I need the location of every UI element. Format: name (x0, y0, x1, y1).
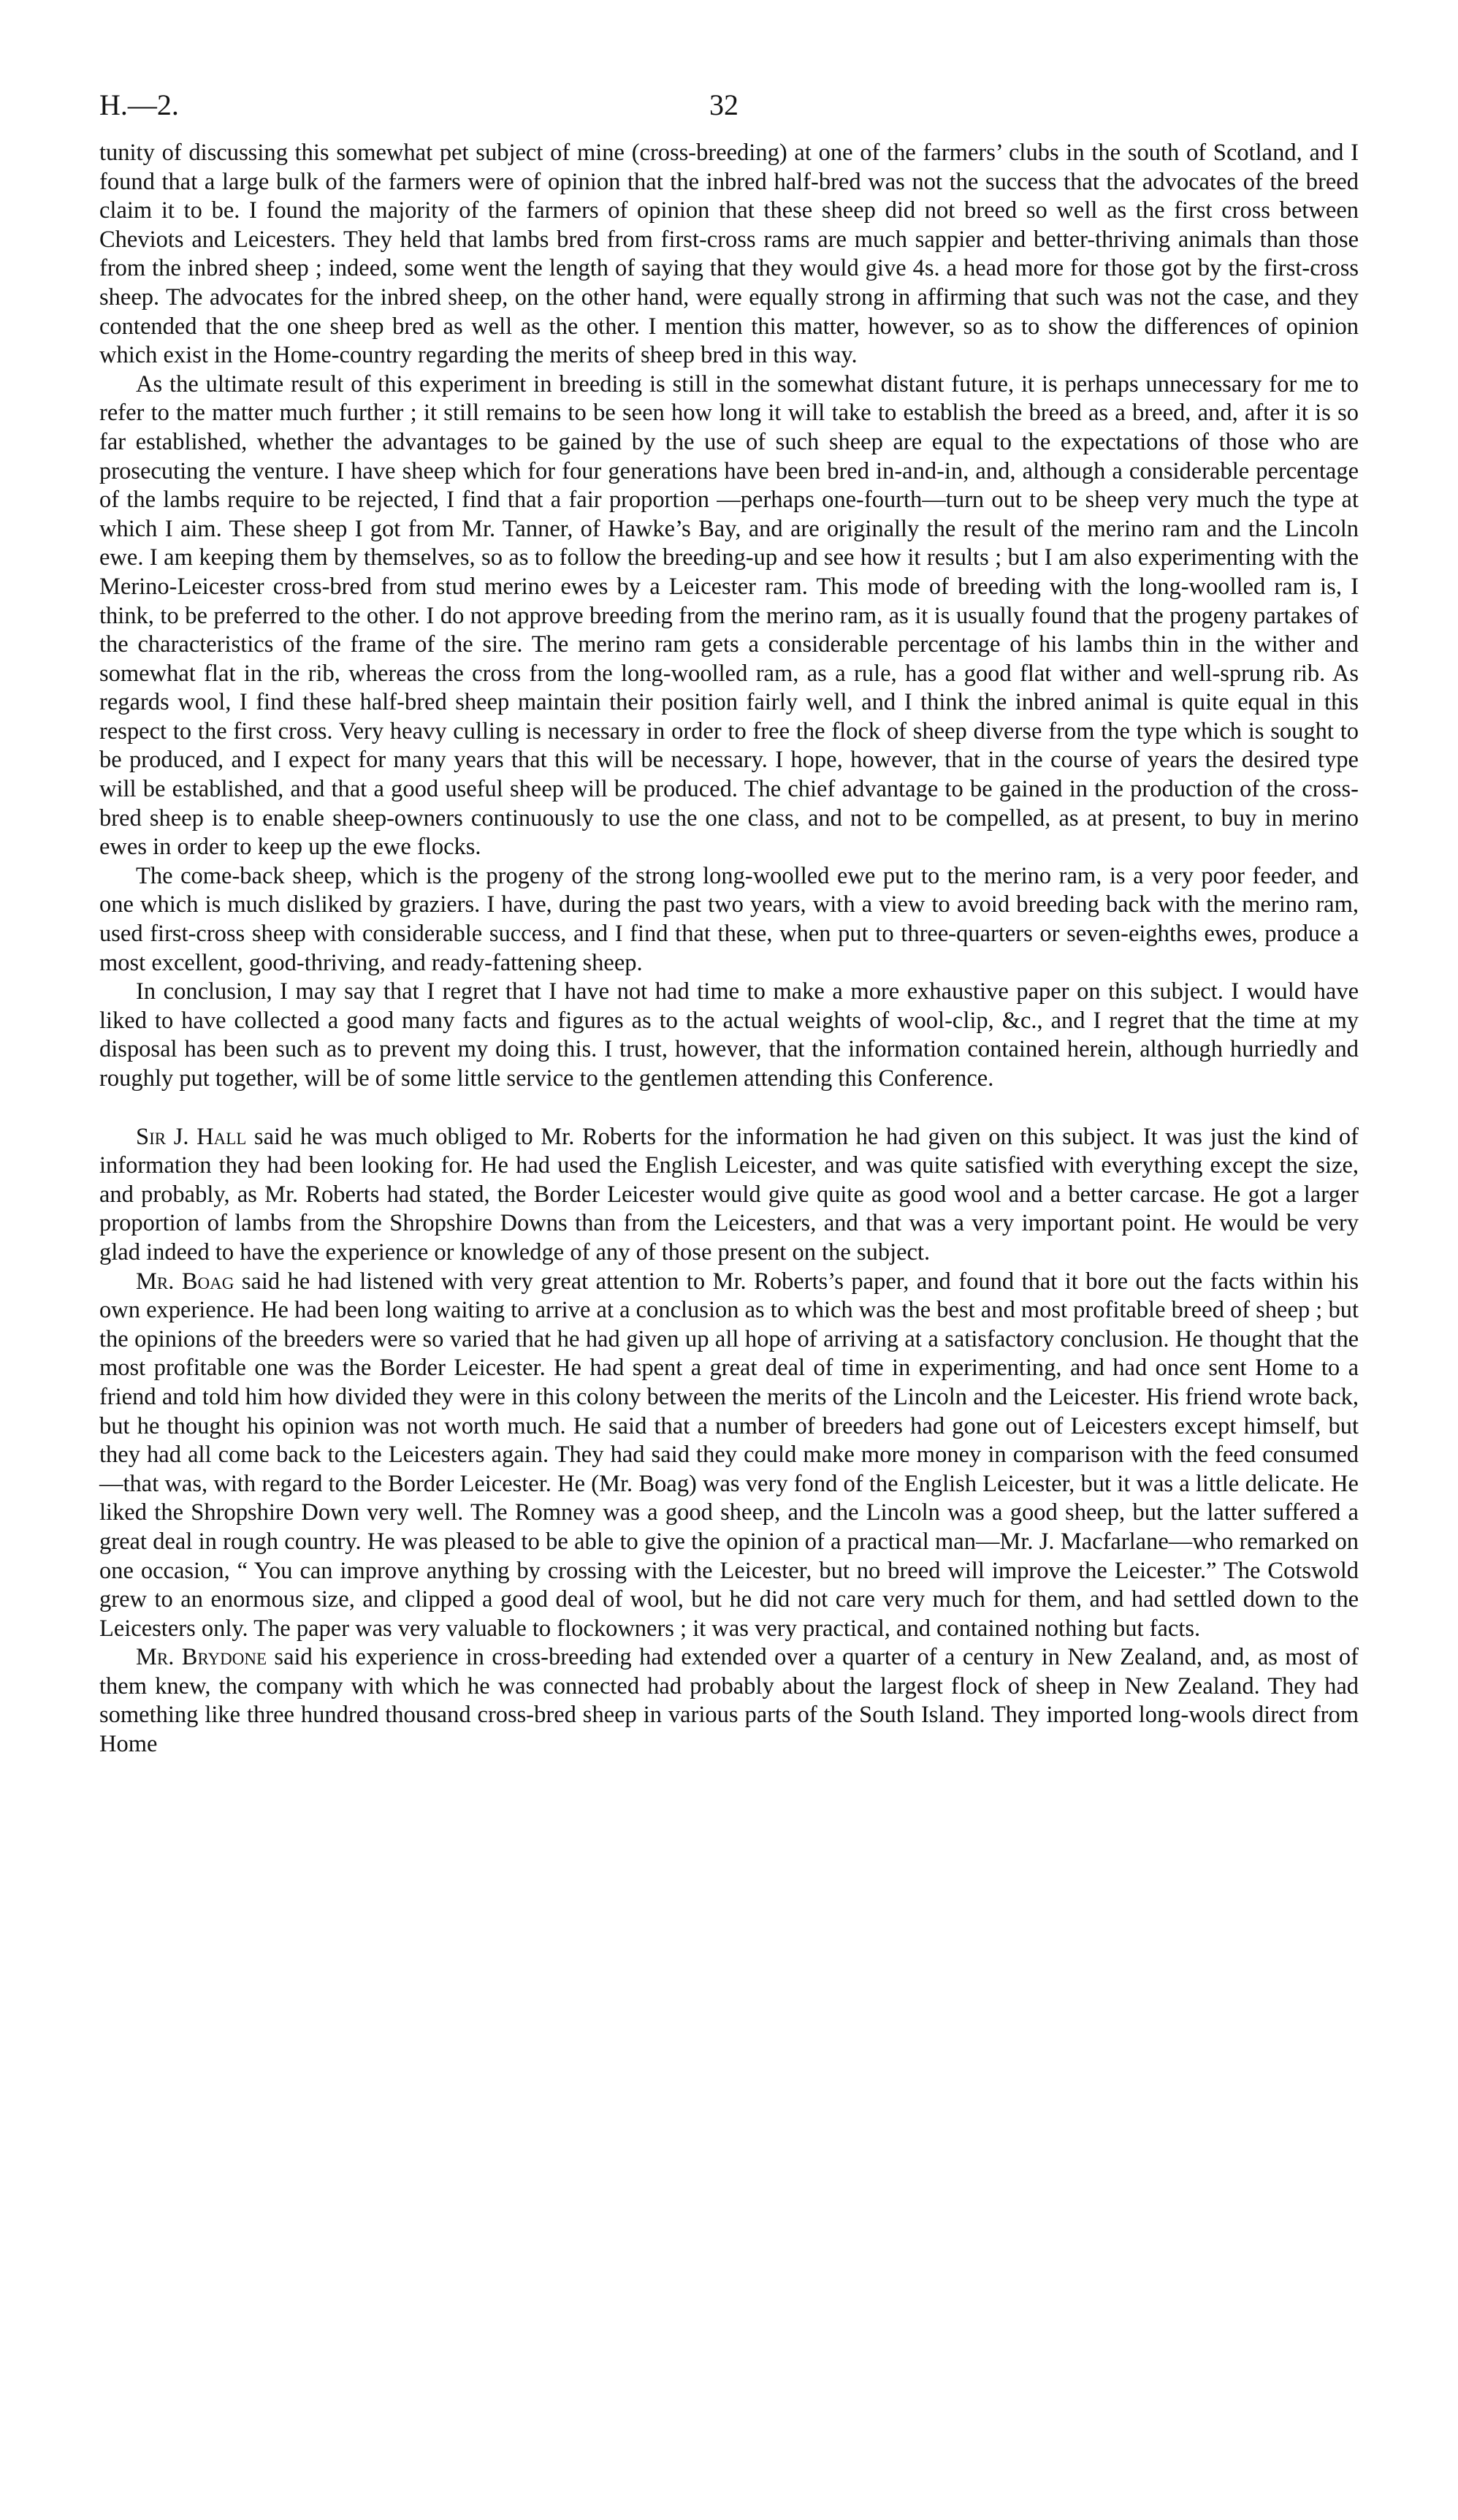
paragraph: tunity of discussing this somewhat pet subject of mine (cross-breeding) at one of the farmers’ clubs in the south of Scotland, and I found that a large bulk of the farmers were of opinion that the inbred half-bred was not the success that the advocates of the breed claim it to be. I found the majority of the farmers of opinion that these sheep did not breed so well as the first cross between Cheviots and Leicesters. They held that lambs bred from first-cross rams are much sappier and better-thriving animals than those from the inbred sheep ; indeed, some went the length of saying that they would give 4s. a head more for those got by the first-cross sheep. The advocates for the inbred sheep, on the other hand, were equally strong in affirming that such was not the case, and they contended that the one sheep bred as well as the other. I mention this matter, however, so as to show the differences of opinion which exist in the Home-country regarding the merits of sheep bred in this way. (99, 140, 1359, 369)
speech-text: said he was much obliged to Mr. Roberts for the information he had given on this subject. It was just the kind of information they had been looking for. He had used the English Leicester, and was quite satisfied with everything except the size, and probably, as Mr. Roberts had stated, the Border Leicester would give quite as good wool and a better carcase. He got a larger proportion of lambs from the Shropshire Downs than from the Leicesters, and that was a very important point. He would be very glad indeed to have the experience or knowledge of any of those present on the subject. (99, 1123, 1359, 1265)
paragraph: In conclusion, I may say that I regret that I have not had time to make a more exhaustive paper on this subject. I would have liked to have collected a good many facts and figures as to the actual weights of wool-clip, &c., and I regret that the time at my disposal has been such as to prevent my doing this. I trust, however, that the information contained herein, although hurriedly and roughly put together, will be of some little service to the gentlemen attending this Conference. (99, 978, 1359, 1092)
paragraph: As the ultimate result of this experiment in breeding is still in the somewhat distant future, it is perhaps unnecessary for me to refer to the matter much further ; it still remains to be seen how long it will take to establish the breed as a breed, and, after it is so far established, whether the advantages to be gained by the use of such sheep are equal to the expectations of those who are prosecuting the venture. I have sheep which for four generations have been bred in-and-in, and, although a considerable percentage of the lambs require to be rejected, I find that a fair proportion —perhaps one-fourth—turn out to be sheep very much the type at which I aim. These sheep I got from Mr. Tanner, of Hawke’s Bay, and are originally the result of the merino ram and the Lincoln ewe. I am keeping them by themselves, so as to follow the breeding-up and see how it results ; but I am also experimenting with the Merino-Leicester cross-bred from stud merino ewes by a Leicester ram. This mode of breeding with the long-woolled ram is, I think, to be preferred to the other. I do not approve breeding from the merino ram, as it is usually found that the progeny partakes of the characteristics of the frame of the sire. The merino ram gets a considerable percentage of his lambs thin in the wither and somewhat flat in the rib, whereas the cross from the long-woolled ram, as a rule, has a good flat wither and well-sprung rib. As regards wool, I find these half-bred sheep maintain their position fairly well, and I think the inbred animal is quite equal in this respect to the first cross. Very heavy culling is necessary in order to free the flock of sheep diverse from the type which is sought to be produced, and I expect for many years that this will be necessary. I hope, however, that in the course of years the desired type will be established, and that a good useful sheep will be produced. The chief advantage to be gained in the production of the cross-bred sheep is to enable sheep-owners continuously to use the one class, and not to be compelled, as at present, to buy in merino ewes in order to keep up the ewe flocks. (99, 370, 1359, 861)
speaker-name: Sir J. Hall (136, 1123, 247, 1150)
speaker-name: Mr. Brydone (136, 1644, 267, 1671)
discussion-paragraph (99, 1643, 1359, 1759)
page-header (99, 88, 1359, 139)
speech-text: said his experience in cross-breeding had extended over a quarter of a century in New Zealand, and, as most of them knew, the company with which he was connected had probably about the largest flock of sheep in New Zealand. They had something like three hundred thousand cross-bred sheep in various parts of the South Island. They imported long-wools direct from Home (99, 1644, 1359, 1758)
discussion-paragraph (99, 1268, 1359, 1644)
document-reference: H.—2. (99, 88, 179, 121)
speech-text: said he had listened with very great attention to Mr. Roberts’s paper, and found that it bore out the facts within his own experience. He had been long waiting to arrive at a conclusion as to which was the best and most profitable breed of sheep ; but the opinions of the breeders were so varied that he had given up all hope of arriving at a satisfactory conclusion. He thought that the most profitable one was the Border Leicester. He had spent a great deal of time in experimenting, and had once sent Home to a friend and told him how divided they were in this colony between the merits of the Lincoln and the Leicester. His friend wrote back, but he thought his opinion was not worth much. He said that a number of breeders had gone out of Leicesters except himself, but they had all come back to the Leicesters again. They had said they could make more money in comparison with the feed consumed—that was, with regard to the Border Leicester. He (Mr. Boag) was very fond of the English Leicester, but it was a little delicate. He liked the Shropshire Down very well. The Romney was a good sheep, and the Lincoln was a good sheep, but the latter suffered a great deal in rough country. He was pleased to be able to give the opinion of a practical man—Mr. J. Macfarlane—who remarked on one occasion, “ You can improve anything by crossing with the Leicester, but no breed will improve the Leicester.” The Cotswold grew to an enormous size, and clipped a good deal of wool, but he did not care very much for them, and had settled down to the Leicesters only. The paper was very valuable to flockowners ; it was very practical, and contained nothing but facts. (99, 1268, 1359, 1642)
paragraph: The come-back sheep, which is the progeny of the strong long-woolled ewe put to the merino ram, is a very poor feeder, and one which is much disliked by graziers. I have, during the past two years, with a view to avoid breeding back with the merino ram, used first-cross sheep with considerable success, and I find that these, when put to three-quarters or seven-eighths ewes, produce a most excellent, good-thriving, and ready-fattening sheep. (99, 862, 1359, 976)
page-number: 32 (709, 88, 738, 121)
discussion-paragraph (99, 1123, 1359, 1268)
page-body (99, 139, 1359, 1759)
speaker-name: Mr. Boag (136, 1268, 234, 1295)
